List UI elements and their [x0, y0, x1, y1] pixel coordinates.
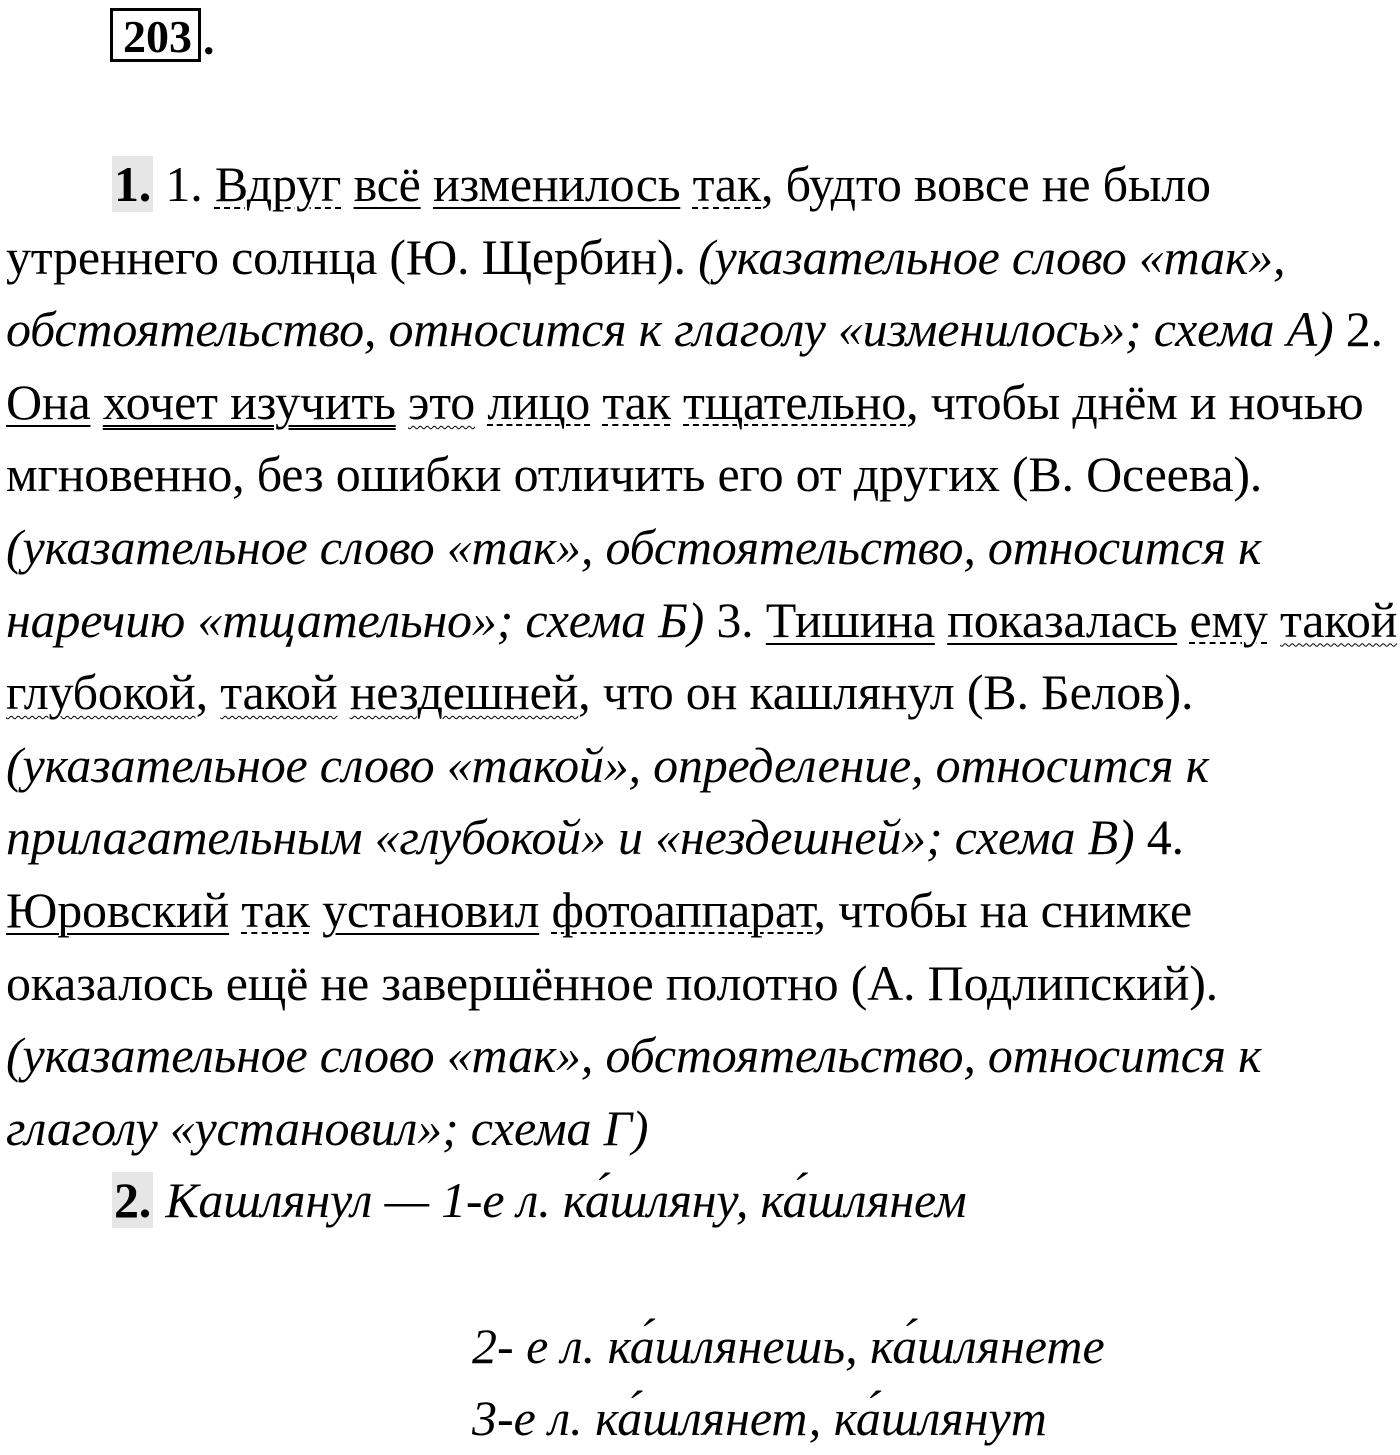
word-eto: это — [408, 373, 476, 430]
word-glubokoy: глубокой — [6, 664, 196, 721]
sentence-3-note: (указательное слово «такой», определение, относится к прилагательным «глубокой» и «нездешней»; схема В) — [6, 736, 1209, 866]
word-ona: Она — [6, 373, 91, 430]
sentence-2-number: 2. — [1345, 301, 1383, 358]
conjugation-line-3: 3-е л. ка́шлянет, ка́шлянут — [472, 1390, 1047, 1446]
sentence-3-rest: , что он кашлянул (В. Белов). — [578, 664, 1194, 721]
exercise-number-dot: . — [203, 13, 215, 64]
word-litso: лицо — [487, 373, 591, 430]
part-1-label: 1. — [114, 156, 152, 212]
sentence-4-rest: , чтобы на снимке оказалось ещё не завершённое полотно (А. Подлипский). — [6, 881, 1218, 1011]
word-tak-2: так — [602, 373, 671, 430]
word-vse: всё — [353, 156, 421, 212]
word-tak-3: так — [241, 881, 310, 938]
conjugation-line-2: 2- е л. ка́шлянешь, ка́шлянете — [472, 1318, 1105, 1374]
word-emu: ему — [1189, 591, 1268, 648]
word-ustanovil: установил — [322, 881, 540, 938]
conjugation-line-1: Кашлянул — 1-е л. ка́шляну, ка́шлянем — [165, 1172, 967, 1229]
part-2-label: 2. — [114, 1172, 152, 1229]
sentence-2-note: (указательное слово «так», обстоятельство, относится к наречию «тщательно»; схема Б) — [6, 518, 1262, 648]
word-tishina: Тишина — [765, 591, 935, 648]
word-tak: так — [692, 156, 761, 212]
sentence-2-rest: , чтобы днём и ночью мгновенно, без ошибки отличить его от других (В. Осеева). — [6, 373, 1364, 503]
word-pokazalas: показалась — [947, 591, 1178, 648]
word-yurovsky: Юровский — [6, 881, 230, 938]
sentence-1-rest: , будто вовсе не было утреннего солнца (Ю. Щербин). — [6, 156, 1211, 285]
word-tshchatelno: тщательно — [683, 373, 907, 430]
sentence-1-number: 1. — [165, 156, 203, 212]
sentence-1-note: (указательное слово «так», обстоятельство, относится к глаголу «изменилось»; схема А) — [6, 228, 1334, 358]
word-takoy: такой — [1280, 591, 1398, 648]
sentence-3-number: 3. — [716, 591, 754, 648]
word-izmenilos: изменилось — [432, 156, 681, 212]
word-hochet-izuchit: хочет изучить — [102, 373, 396, 430]
word-nezdeshney: нездешней — [349, 664, 579, 721]
word-fotoapparat: фотоаппарат — [551, 881, 814, 938]
sentence-4-number: 4. — [1146, 809, 1184, 866]
exercise-number — [110, 8, 215, 62]
exercise-number-box: 203 — [110, 8, 201, 62]
word-takoy-2: такой — [220, 664, 338, 721]
sentence-4-note: (указательное слово «так», обстоятельство, относится к глаголу «установил»; схема Г) — [6, 1027, 1262, 1156]
word-vdrug: Вдруг — [214, 156, 342, 212]
answer-text: 1. 1. Вдруг всё изменилось так, будто вовсе не было утреннего солнца (Ю. Щербин). (указательное слово «так», обстоятельство, относится к глаголу «изменилось»; схема А) 2. Она хочет изучить это лицо так тщательно, чтобы днём и ночью мгновенно, без ошибки отличить его от других (В. Осеева). (указательное слово «так», обстоятельство, относится к наречию «тщательно»; схема Б) 3. Тишина показалась ему такой глубокой, такой нездешней, что он кашлянул (В. Белов). (указательное слово «такой», определение, относится к прилагательным «глубокой» и «нездешней»; схема В) 4. Юровский так установил фотоаппарат, чтобы на снимке оказалось ещё не завершённое полотно (А. Подлипский). (указательное слово «так», обстоятельство, относится к глаголу «установил»; схема Г) 2. Кашлянул — 1-е л. ка́шляну, ка́шлянем — [6, 156, 1398, 1229]
